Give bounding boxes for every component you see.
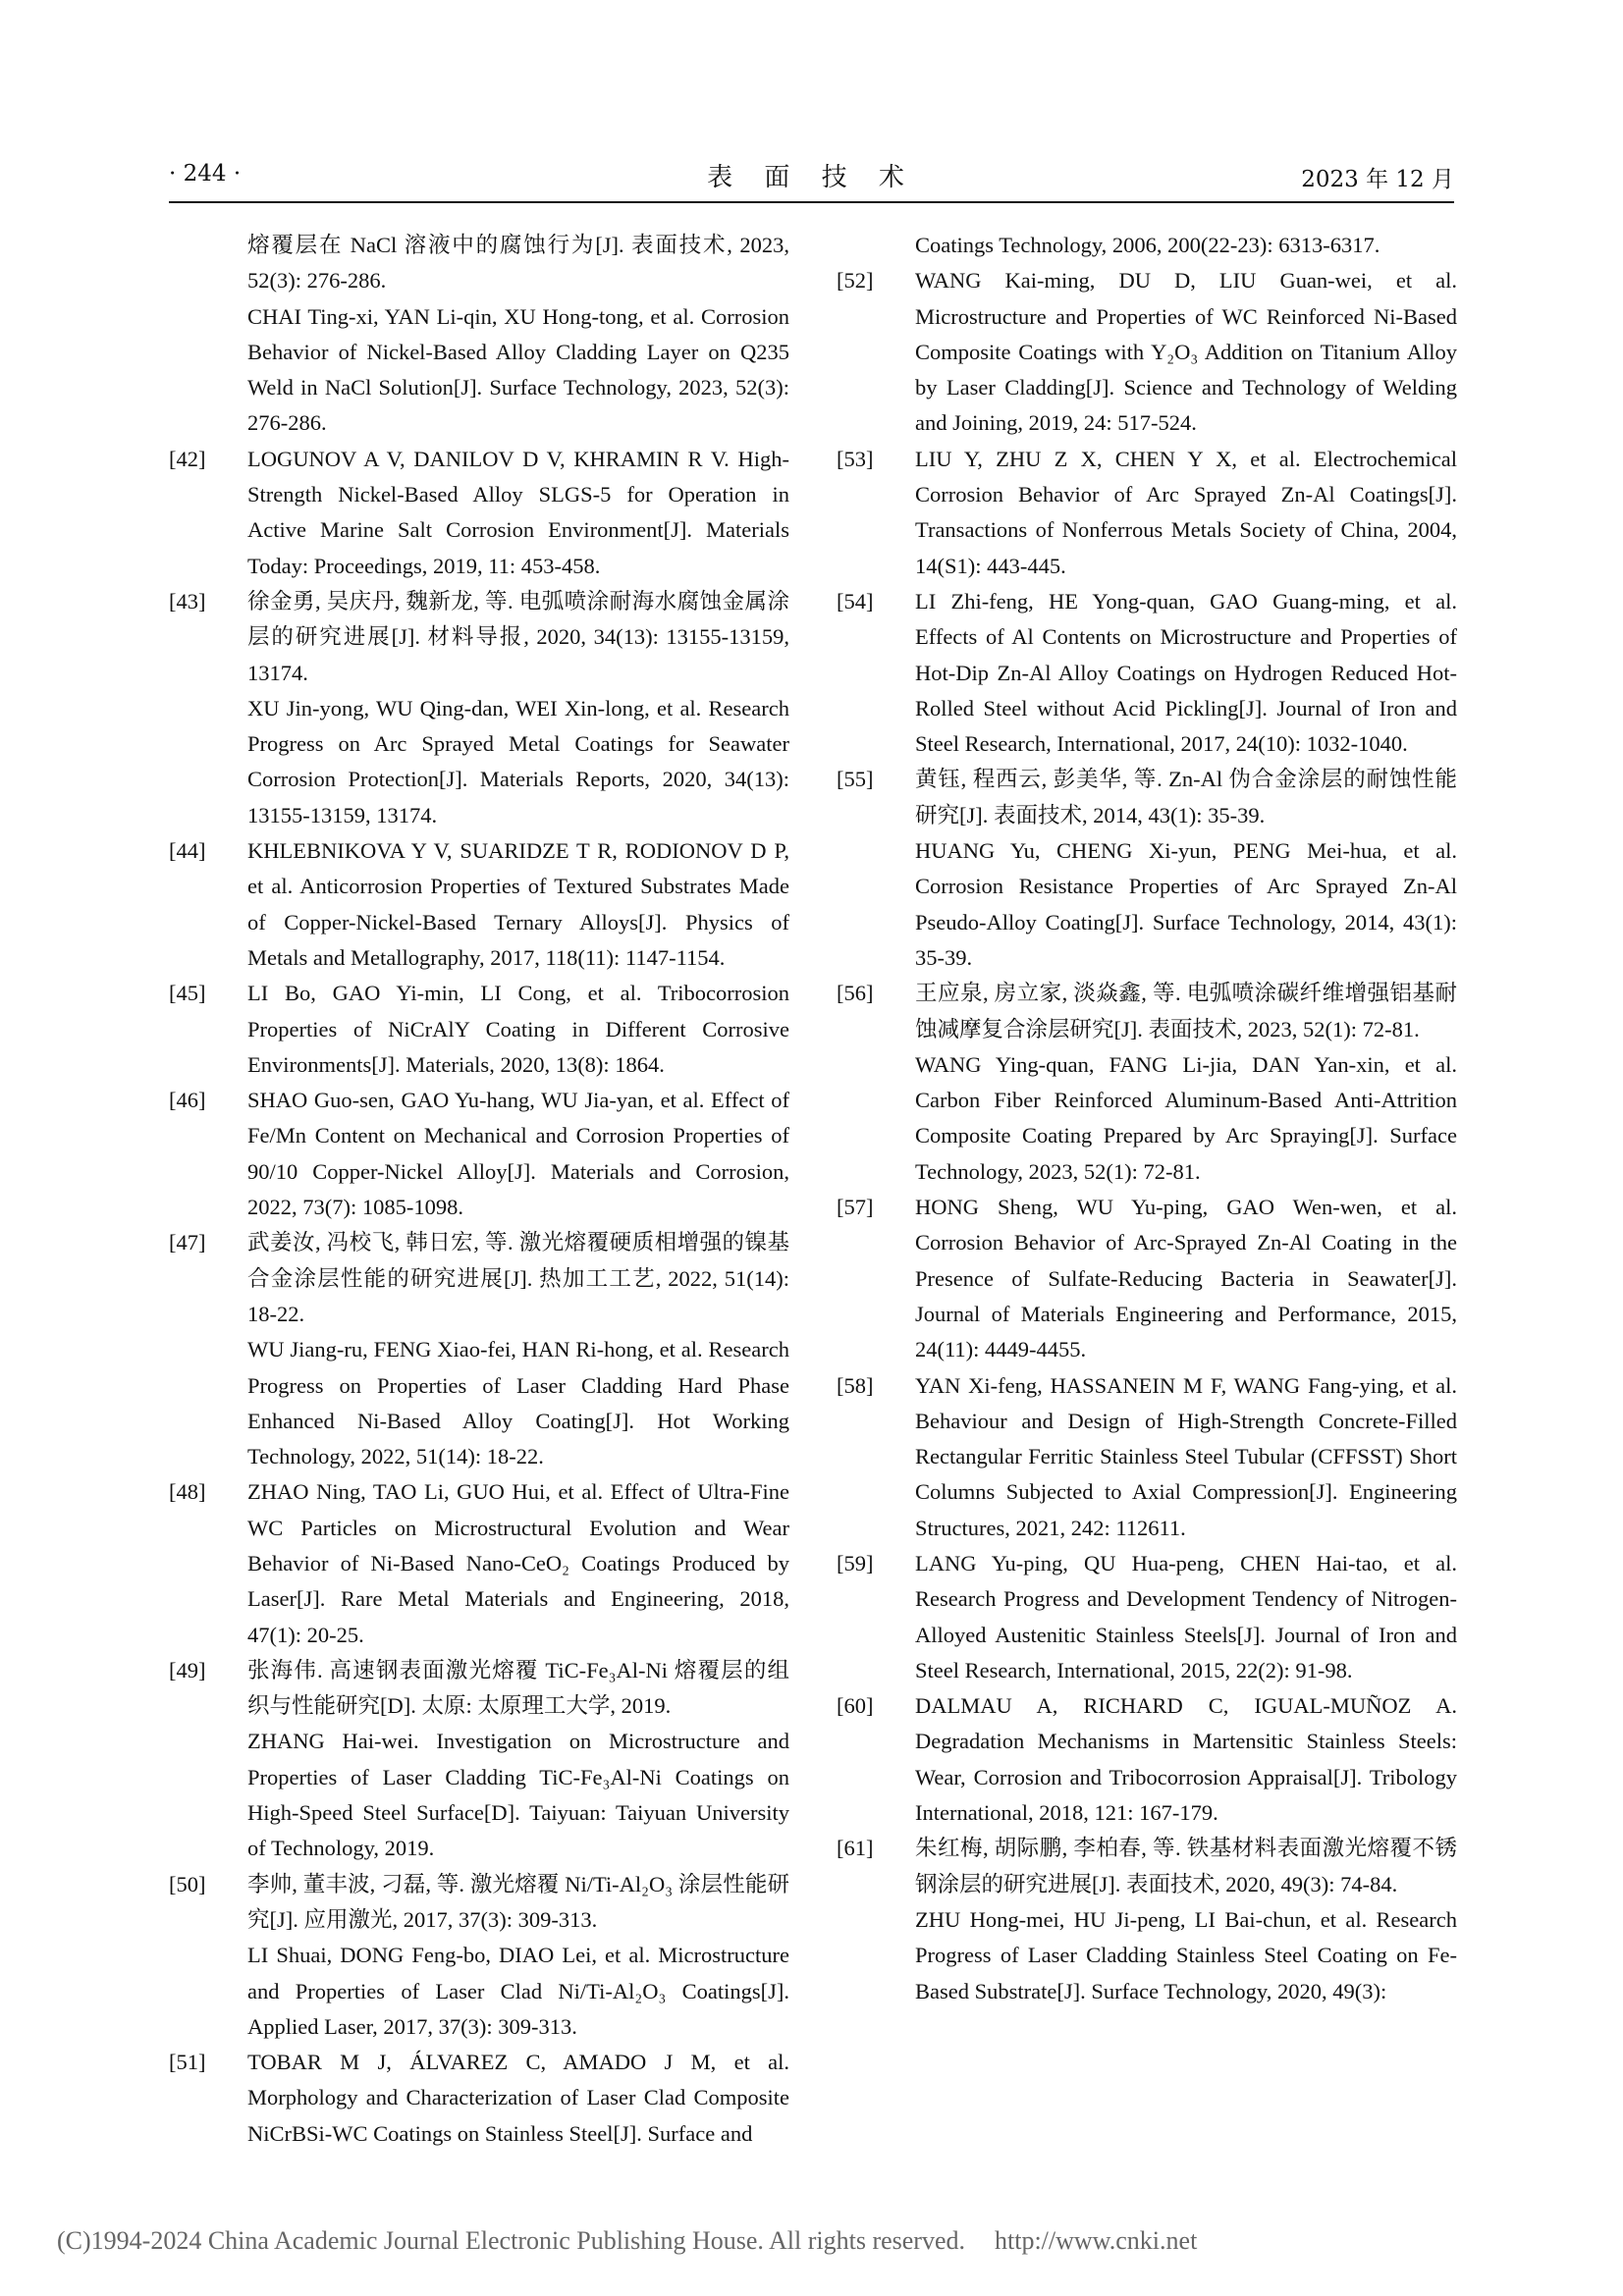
reference-number: [47] — [169, 1230, 206, 1255]
reference-number: [49] — [169, 1657, 206, 1682]
continued-reference — [169, 228, 789, 442]
ref-line: 黄钰, 程西云, 彭美华, 等. Zn-Al 伪合金涂层的耐蚀性能研究[J]. 表面技术, 2014, 43(1): 35-39. — [915, 767, 1457, 828]
continued-reference — [837, 228, 1457, 263]
ref-line: WANG Ying-quan, FANG Li-jia, DAN Yan-xin, et al. Carbon Fiber Reinforced Aluminum-Based Anti-Attrition Composite Coating Prepared by Arc Spraying[J]. Surface Technology, 2023, 52(1): 72-81. — [915, 1051, 1457, 1184]
reference-number: [46] — [169, 1088, 206, 1113]
reference-number: [52] — [837, 268, 874, 294]
reference-number: [51] — [169, 2050, 206, 2075]
ref-line: Coatings Technology, 2006, 200(22-23): 6313-6317. — [915, 233, 1380, 257]
reference-entry — [169, 1474, 789, 1652]
reference-entry — [837, 1688, 1457, 1831]
ref-line: WANG Kai-ming, DU D, LIU Guan-wei, et al. Microstructure and Properties of WC Reinforced Ni-Based Composite Coatings with Y₂O₃ Addition on Titanium Alloy by Laser Cladding[J]. Science and Technology of Welding and Joining, 2019, 24: 517-524. — [915, 268, 1457, 436]
ref-line: KHLEBNIKOVA Y V, SUARIDZE T R, RODIONOV D P, et al. Anticorrosion Properties of Textured Substrates Made of Copper-Nickel-Based Ternary Alloys[J]. Physics of Metals and Metallography, 2017, 118(11): 1147-1154. — [247, 838, 789, 970]
reference-entry — [837, 584, 1457, 762]
reference-entry — [169, 2045, 789, 2152]
right-column — [837, 228, 1457, 2009]
reference-entry — [169, 833, 789, 976]
ref-line: TOBAR M J, ÁLVAREZ C, AMADO J M, et al. Morphology and Characterization of Laser Clad Composite NiCrBSi-WC Coatings on Stainless Steel[J]. Surface and — [247, 2050, 789, 2146]
reference-number: [55] — [837, 767, 874, 792]
cnki-link[interactable]: http://www.cnki.net — [995, 2226, 1198, 2255]
reference-number: [43] — [169, 588, 206, 614]
reference-number: [60] — [837, 1693, 874, 1719]
header-rule — [169, 201, 1454, 203]
ref-line: DALMAU A, RICHARD C, IGUAL-MUÑOZ A. Degradation Mechanisms in Martensitic Stainless Steels: Wear, Corrosion and Tribocorrosion Appraisal[J]. Tribology International, 2018, 121: 167-179. — [915, 1693, 1457, 1826]
ref-line: 张海伟. 高速钢表面激光熔覆 TiC-Fe₃Al-Ni 熔覆层的组织与性能研究[D]. 太原: 太原理工大学, 2019. — [247, 1657, 789, 1719]
ref-line: 朱红梅, 胡际鹏, 李柏春, 等. 铁基材料表面激光熔覆不锈钢涂层的研究进展[J]. 表面技术, 2020, 49(3): 74-84. — [915, 1836, 1457, 1896]
ref-line: 徐金勇, 吴庆丹, 魏新龙, 等. 电弧喷涂耐海水腐蚀金属涂层的研究进展[J]. 材料导报, 2020, 34(13): 13155-13159, 13174. — [247, 588, 789, 685]
ref-line: LI Zhi-feng, HE Yong-quan, GAO Guang-ming, et al. Effects of Al Contents on Microstructure and Properties of Hot-Dip Zn-Al Alloy Coatings on Hydrogen Reduced Hot-Rolled Steel without Acid Pickling[J]. Journal of Iron and Steel Research, International, 2017, 24(10): 1032-1040. — [915, 588, 1457, 757]
ref-line: YAN Xi-feng, HASSANEIN M F, WANG Fang-ying, et al. Behaviour and Design of High-Strength Concrete-Filled Rectangular Ferritic Stainless Steel Tubular (CFFSST) Short Columns Subjected to Axial Compression[J]. Engineering Structures, 2021, 242: 112611. — [915, 1372, 1457, 1540]
reference-entry — [837, 442, 1457, 584]
reference-number: [42] — [169, 446, 206, 471]
reference-entry — [169, 976, 789, 1083]
page-number: · 244 · — [169, 161, 242, 187]
ref-line: LOGUNOV A V, DANILOV D V, KHRAMIN R V. High-Strength Nickel-Based Alloy SLGS-5 for Operation in Active Marine Salt Corrosion Environment[J]. Materials Today: Proceedings, 2019, 11: 453-458. — [247, 446, 789, 578]
ref-line: HUANG Yu, CHENG Xi-yun, PENG Mei-hua, et al. Corrosion Resistance Properties of Arc Sprayed Zn-Al Pseudo-Alloy Coating[J]. Surface Technology, 2014, 43(1): 35-39. — [915, 838, 1457, 970]
ref-line: SHAO Guo-sen, GAO Yu-hang, WU Jia-yan, et al. Effect of Fe/Mn Content on Mechanical and Corrosion Properties of 90/10 Copper-Nickel Alloy[J]. Materials and Corrosion, 2022, 73(7): 1085-1098. — [247, 1088, 789, 1220]
ref-line: ZHANG Hai-wei. Investigation on Microstructure and Properties of Laser Cladding TiC-Fe₃Al-Ni Coatings on High-Speed Steel Surface[D]. Taiyuan: Taiyuan University of Technology, 2019. — [247, 1729, 789, 1861]
ref-line: HONG Sheng, WU Yu-ping, GAO Wen-wen, et al. Corrosion Behavior of Arc-Sprayed Zn-Al Coating in the Presence of Sulfate-Reducing Bacteria in Seawater[J]. Journal of Materials Engineering and Performance, 2015, 24(11): 4449-4455. — [915, 1195, 1457, 1362]
reference-number: [59] — [837, 1550, 874, 1575]
ref-line: 王应泉, 房立家, 淡焱鑫, 等. 电弧喷涂碳纤维增强铝基耐蚀减摩复合涂层研究[J]. 表面技术, 2023, 52(1): 72-81. — [915, 981, 1457, 1041]
reference-entry — [837, 976, 1457, 1190]
reference-entry — [169, 1083, 789, 1225]
copyright-text: (C)1994-2024 China Academic Journal Electronic Publishing House. All rights reserved. — [57, 2226, 965, 2255]
reference-number: [56] — [837, 981, 874, 1006]
reference-entry — [837, 1368, 1457, 1546]
reference-number: [54] — [837, 588, 874, 614]
ref-line: 李帅, 董丰波, 刁磊, 等. 激光熔覆 Ni/Ti-Al₂O₃ 涂层性能研究[J]. 应用激光, 2017, 37(3): 309-313. — [247, 1871, 789, 1932]
journal-title: 表 面 技 术 — [707, 163, 916, 192]
issue-date: 2023 年 12 月 — [1301, 167, 1454, 192]
ref-line: LI Bo, GAO Yi-min, LI Cong, et al. Tribocorrosion Properties of NiCrAlY Coating in Different Corrosive Environments[J]. Materials, 2020, 13(8): 1864. — [247, 981, 789, 1077]
reference-number: [48] — [169, 1479, 206, 1505]
ref-line: ZHAO Ning, TAO Li, GUO Hui, et al. Effect of Ultra-Fine WC Particles on Microstructural Evolution and Wear Behavior of Ni-Based Nano-CeO₂ Coatings Produced by Laser[J]. Rare Metal Materials and Engineering, 2018, 47(1): 20-25. — [247, 1479, 789, 1647]
ref-line: LANG Yu-ping, QU Hua-peng, CHEN Hai-tao, et al. Research Progress and Development Tendency of Nitrogen-Alloyed Austenitic Stainless Steels[J]. Journal of Iron and Steel Research, International, 2015, 22(2): 91-98. — [915, 1550, 1457, 1682]
reference-number: [45] — [169, 981, 206, 1006]
ref-line: ZHU Hong-mei, HU Ji-peng, LI Bai-chun, et al. Research Progress of Laser Cladding Stainless Steel Coating on Fe-Based Substrate[J]. Surface Technology, 2020, 49(3): — [915, 1906, 1457, 2003]
copyright-footer — [57, 2226, 1197, 2256]
reference-entry — [169, 1225, 789, 1474]
reference-entry — [837, 263, 1457, 441]
reference-entry — [169, 1653, 789, 1867]
ref-line: LI Shuai, DONG Feng-bo, DIAO Lei, et al. Microstructure and Properties of Laser Clad Ni/Ti-Al₂O₃ Coatings[J]. Applied Laser, 2017, 37(3): 309-313. — [247, 1943, 789, 2039]
reference-number: [53] — [837, 446, 874, 471]
reference-entry — [837, 762, 1457, 976]
reference-entry — [837, 1831, 1457, 2008]
reference-number: [58] — [837, 1372, 874, 1398]
ref-line: 熔覆层在 NaCl 溶液中的腐蚀行为[J]. 表面技术, 2023, 52(3): 276-286. — [247, 233, 789, 294]
reference-number: [50] — [169, 1871, 206, 1896]
left-column — [169, 228, 789, 2152]
page-header — [169, 157, 1454, 196]
reference-number: [44] — [169, 838, 206, 864]
ref-line: XU Jin-yong, WU Qing-dan, WEI Xin-long, et al. Research Progress on Arc Sprayed Metal Coatings for Seawater Corrosion Protection[J]. Materials Reports, 2020, 34(13): 13155-13159, 13174. — [247, 695, 789, 828]
reference-number: [57] — [837, 1195, 874, 1220]
reference-entry — [169, 584, 789, 833]
reference-number: [61] — [837, 1836, 874, 1861]
ref-line: WU Jiang-ru, FENG Xiao-fei, HAN Ri-hong, et al. Research Progress on Properties of Laser Cladding Hard Phase Enhanced Ni-Based Alloy Coating[J]. Hot Working Technology, 2022, 51(14): 18-22. — [247, 1337, 789, 1469]
ref-line: 武姜汝, 冯校飞, 韩日宏, 等. 激光熔覆硬质相增强的镍基合金涂层性能的研究进展[J]. 热加工工艺, 2022, 51(14): 18-22. — [247, 1230, 789, 1326]
ref-line: LIU Y, ZHU Z X, CHEN Y X, et al. Electrochemical Corrosion Behavior of Arc Sprayed Zn-Al Coatings[J]. Transactions of Nonferrous Metals Society of China, 2004, 14(S1): 443-445. — [915, 446, 1457, 578]
reference-entry — [169, 442, 789, 584]
reference-entry — [169, 1867, 789, 2045]
reference-entry — [837, 1190, 1457, 1367]
reference-entry — [837, 1546, 1457, 1688]
ref-line: CHAI Ting-xi, YAN Li-qin, XU Hong-tong, et al. Corrosion Behavior of Nickel-Based Alloy Cladding Layer on Q235 Weld in NaCl Solution[J]. Surface Technology, 2023, 52(3): 276-286. — [247, 303, 789, 436]
